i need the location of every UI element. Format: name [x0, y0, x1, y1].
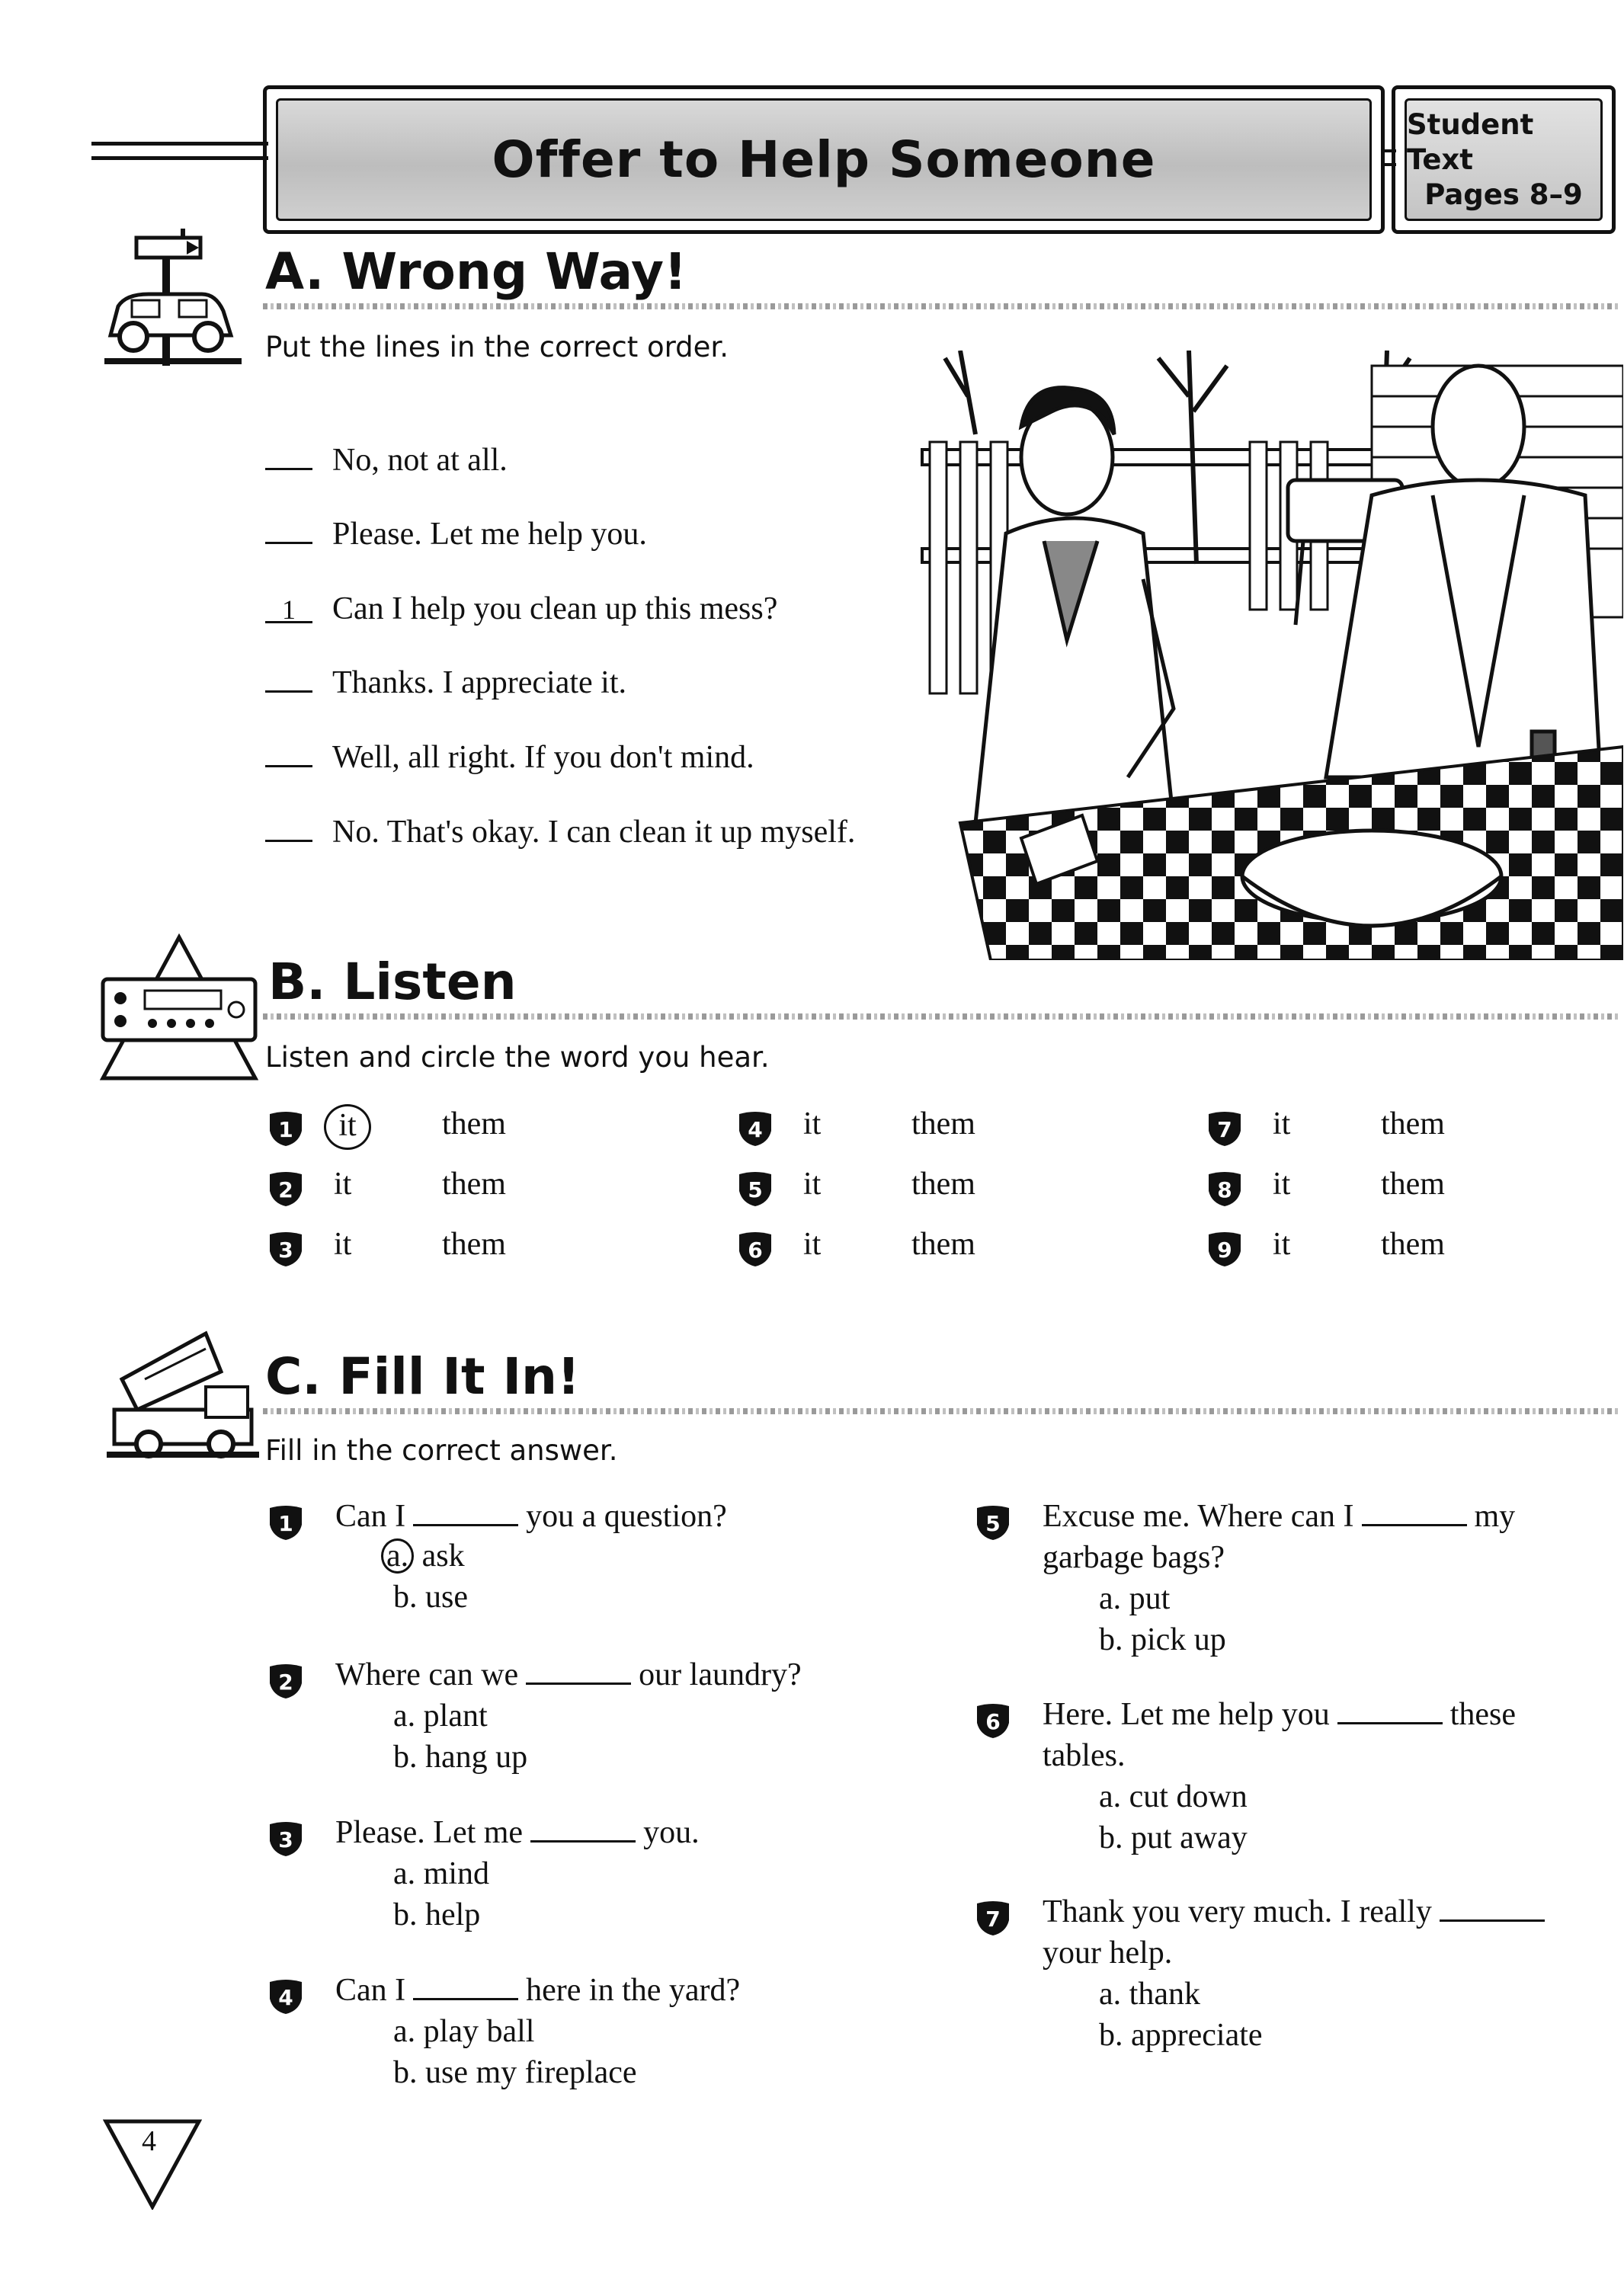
option-label: a. [1099, 1581, 1122, 1616]
order-line [265, 664, 626, 701]
number-badge-icon [1207, 1171, 1242, 1206]
option-label: b. [393, 1897, 418, 1932]
option-b[interactable] [1099, 1820, 1248, 1856]
badge-number: 7 [1217, 1117, 1232, 1142]
badge-number: 4 [748, 1117, 763, 1142]
option-text: help [425, 1897, 481, 1932]
radio-icon [99, 933, 259, 1086]
option-text: mind [423, 1856, 489, 1891]
option-a[interactable] [1099, 1976, 1200, 2012]
section-a-rule [263, 303, 1619, 309]
order-line-text: Please. Let me help you. [332, 517, 647, 552]
answer-blank[interactable] [1440, 1919, 1545, 1922]
question-text [1043, 1696, 1516, 1733]
student-text-pages: Pages 8–9 [1424, 178, 1583, 211]
order-line-text: Can I help you clean up this mess? [332, 591, 778, 626]
option-a[interactable] [1099, 1779, 1248, 1815]
option-label: b. [1099, 1622, 1123, 1657]
question-after: you. [643, 1815, 700, 1850]
number-badge-icon [738, 1231, 773, 1266]
option-text: appreciate [1131, 2018, 1263, 2053]
question-text [335, 1657, 802, 1693]
listen-option[interactable]: them [911, 1227, 975, 1262]
section-c-heading: C. Fill It In! [265, 1347, 581, 1406]
order-line [265, 739, 754, 776]
listen-option[interactable]: them [1381, 1167, 1445, 1202]
question-before: Where can we [335, 1657, 519, 1692]
listen-option[interactable]: it [803, 1106, 822, 1141]
badge-number: 6 [985, 1709, 1001, 1734]
badge-number: 6 [748, 1237, 763, 1263]
answer-blank[interactable] [1362, 1524, 1467, 1526]
option-label: a. [393, 2014, 416, 2049]
order-blank[interactable] [265, 542, 312, 544]
question-after: my [1474, 1499, 1516, 1534]
option-label: a. [1099, 1977, 1122, 2012]
section-c-instruction: Fill in the correct answer. [265, 1434, 618, 1467]
car-sign-icon [95, 221, 248, 373]
number-badge-icon [268, 1111, 303, 1146]
listen-option-circled[interactable]: it [324, 1104, 371, 1150]
question-text [1043, 1498, 1515, 1535]
section-b-instruction: Listen and circle the word you hear. [265, 1041, 770, 1074]
question-after: our laundry? [639, 1657, 802, 1692]
order-line [265, 591, 777, 627]
question-text [335, 1814, 700, 1851]
order-blank[interactable] [265, 840, 312, 842]
option-text: use [425, 1580, 468, 1615]
title-banner [263, 85, 1385, 234]
question-before: Thank you very much. I really [1043, 1894, 1432, 1929]
number-badge-icon [738, 1171, 773, 1206]
number-badge-icon [738, 1111, 773, 1146]
question-after: here in the yard? [526, 1973, 741, 2008]
number-badge-icon [268, 1663, 303, 1698]
question-before: Please. Let me [335, 1815, 524, 1850]
listen-option[interactable]: it [803, 1167, 822, 1202]
option-label: a. [393, 1698, 416, 1734]
option-a[interactable] [393, 1698, 488, 1734]
picnic-cleanup-illustration [915, 351, 1623, 960]
listen-option[interactable]: them [442, 1227, 506, 1262]
option-a[interactable] [1099, 1580, 1170, 1617]
number-badge-icon [268, 1505, 303, 1540]
listen-option[interactable]: it [334, 1167, 352, 1202]
order-blank[interactable] [265, 468, 312, 470]
order-line [265, 516, 647, 552]
option-label: b. [393, 2055, 418, 2090]
option-label-circled: a. [381, 1538, 414, 1574]
section-b-heading: B. Listen [268, 952, 517, 1011]
question-text [335, 1972, 740, 2009]
option-text: cut down [1129, 1779, 1248, 1814]
option-label: b. [393, 1580, 418, 1615]
option-a[interactable] [393, 2013, 534, 2050]
question-text-line2: your help. [1043, 1935, 1173, 1971]
badge-number: 1 [278, 1117, 293, 1142]
question-after: you a question? [526, 1499, 727, 1534]
badge-number: 3 [278, 1827, 293, 1852]
answer-blank[interactable] [530, 1840, 636, 1843]
number-badge-icon [975, 1505, 1011, 1540]
option-text: hang up [425, 1740, 528, 1775]
option-b[interactable] [393, 2054, 637, 2091]
student-text-box [1392, 85, 1616, 234]
student-text-label: Student Text [1407, 107, 1534, 176]
number-badge-icon [268, 1171, 303, 1206]
question-before: Excuse me. Where can I [1043, 1499, 1354, 1534]
order-line [265, 442, 508, 479]
dump-truck-icon [107, 1326, 259, 1459]
page-number: 4 [142, 2125, 156, 2157]
option-text: play ball [423, 2014, 535, 2049]
option-text: thank [1129, 1977, 1200, 2012]
section-a-instruction: Put the lines in the correct order. [265, 331, 729, 363]
number-badge-icon [268, 1231, 303, 1266]
badge-number: 9 [1217, 1237, 1232, 1263]
number-badge-icon [268, 1821, 303, 1856]
order-blank[interactable] [265, 690, 312, 693]
option-text: plant [423, 1698, 488, 1734]
order-line-text: Thanks. I appreciate it. [332, 665, 626, 700]
option-label: a. [1099, 1779, 1122, 1814]
order-blank[interactable] [265, 765, 312, 767]
listen-option[interactable]: it [1273, 1227, 1291, 1262]
option-text: pick up [1131, 1622, 1226, 1657]
option-label: b. [1099, 2018, 1123, 2053]
listen-option[interactable]: it [334, 1227, 352, 1262]
option-text: ask [421, 1538, 465, 1574]
order-line-text: No. That's okay. I can clean it up myself. [332, 815, 856, 850]
number-badge-icon [1207, 1231, 1242, 1266]
question-text-line2: tables. [1043, 1738, 1126, 1773]
answer-blank[interactable] [413, 1998, 518, 2000]
listen-option[interactable]: them [911, 1167, 975, 1202]
badge-number: 1 [278, 1511, 293, 1536]
option-label: b. [393, 1740, 418, 1775]
section-a-heading: A. Wrong Way! [265, 242, 687, 301]
question-text [335, 1498, 727, 1535]
badge-number: 4 [278, 1985, 293, 2010]
answer-blank[interactable] [526, 1682, 631, 1685]
option-b[interactable] [1099, 2017, 1263, 2054]
listen-option[interactable]: it [803, 1227, 822, 1262]
listen-option[interactable]: them [1381, 1227, 1445, 1262]
option-b[interactable] [393, 1897, 480, 1933]
badge-number: 7 [985, 1907, 1001, 1932]
badge-number: 3 [278, 1237, 293, 1263]
badge-number: 2 [278, 1670, 293, 1695]
question-before: Can I [335, 1499, 406, 1534]
page-title: Offer to Help Someone [492, 130, 1156, 189]
number-badge-icon [975, 1703, 1011, 1738]
option-text: put away [1131, 1820, 1248, 1855]
section-b-rule [263, 1013, 1619, 1020]
question-before: Can I [335, 1973, 406, 2008]
question-after: these [1449, 1697, 1516, 1732]
header-rule [91, 142, 268, 160]
option-label: a. [393, 1856, 416, 1891]
section-c-rule [263, 1408, 1619, 1414]
listen-option[interactable]: them [442, 1106, 506, 1141]
option-text: use my fireplace [425, 2055, 637, 2090]
number-badge-icon [1207, 1111, 1242, 1146]
listen-option[interactable]: them [442, 1167, 506, 1202]
badge-number: 5 [748, 1177, 763, 1202]
question-text-line2: garbage bags? [1043, 1540, 1225, 1575]
listen-option[interactable]: it [1273, 1106, 1291, 1141]
listen-option[interactable]: it [1273, 1167, 1291, 1202]
order-line [265, 814, 855, 850]
option-b[interactable] [393, 1579, 468, 1615]
option-a[interactable] [381, 1538, 465, 1574]
option-text: put [1129, 1581, 1171, 1616]
order-blank[interactable]: 1 [265, 598, 312, 623]
listen-option[interactable]: them [911, 1106, 975, 1141]
badge-number: 2 [278, 1177, 293, 1202]
order-line-text: No, not at all. [332, 443, 508, 478]
number-badge-icon [268, 1979, 303, 2014]
option-b[interactable] [1099, 1622, 1226, 1658]
answer-blank[interactable] [413, 1524, 518, 1526]
answer-blank[interactable] [1337, 1722, 1443, 1724]
number-badge-icon [975, 1900, 1011, 1935]
option-a[interactable] [393, 1855, 489, 1892]
question-before: Here. Let me help you [1043, 1697, 1330, 1732]
listen-option[interactable]: them [1381, 1106, 1445, 1141]
option-label: b. [1099, 1820, 1123, 1855]
question-text [1043, 1894, 1552, 1930]
option-b[interactable] [393, 1739, 527, 1775]
badge-number: 5 [985, 1511, 1001, 1536]
order-line-text: Well, all right. If you don't mind. [332, 740, 754, 775]
badge-number: 8 [1217, 1177, 1232, 1202]
